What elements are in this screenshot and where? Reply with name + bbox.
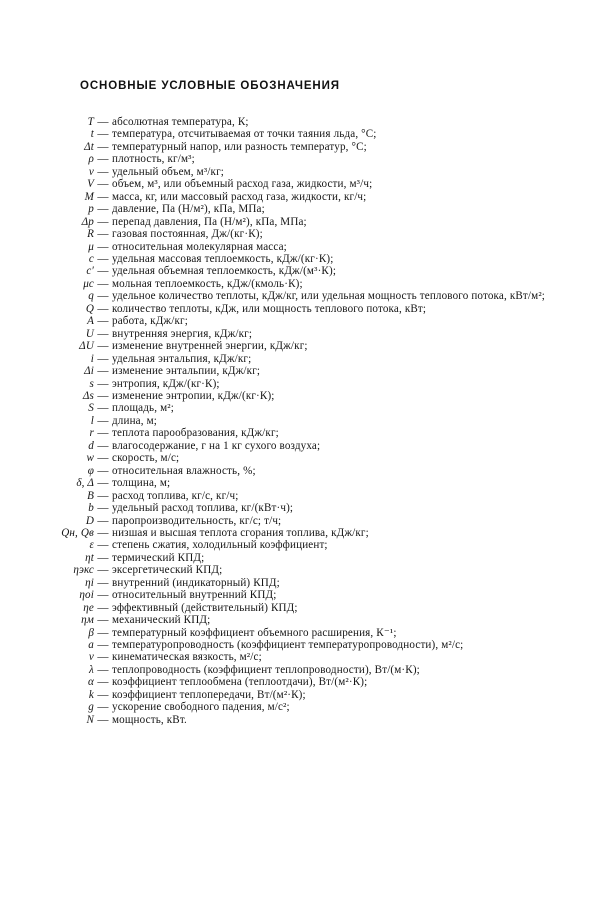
notation-dash: — — [97, 477, 109, 490]
notation-row — [40, 639, 565, 651]
notation-dash: — — [97, 315, 109, 328]
notation-description: относительный внутренний КПД; — [112, 589, 277, 602]
notation-symbol: D — [85, 514, 94, 527]
page-title: ОСНОВНЫЕ УСЛОВНЫЕ ОБОЗНАЧЕНИЯ — [80, 80, 340, 92]
notation-row — [40, 191, 565, 203]
notation-description: механический КПД; — [112, 614, 211, 627]
notation-row — [40, 390, 565, 402]
notation-row — [40, 228, 565, 240]
notation-symbol: ε — [89, 539, 94, 552]
notation-symbol: B — [87, 489, 94, 502]
notation-row — [40, 303, 565, 315]
notation-description: количество теплоты, кДж, или мощность теплового потока, кВт; — [112, 302, 427, 315]
notation-symbol: U — [85, 327, 94, 340]
notation-description: эффективный (действительный) КПД; — [112, 601, 298, 614]
notation-symbol: b — [88, 502, 94, 515]
notation-symbol: N — [86, 713, 94, 726]
notation-description: низшая и высшая теплота сгорания топлива, кДж/кг; — [112, 526, 369, 539]
notation-symbol: q — [88, 290, 94, 303]
notation-symbol: ηe — [83, 601, 94, 614]
notation-row — [40, 340, 565, 352]
notation-dash: — — [97, 165, 109, 178]
notation-symbol: S — [88, 402, 94, 415]
notation-symbol: d — [88, 439, 94, 452]
notation-row — [40, 452, 565, 464]
notation-description: температурный напор, или разность температур, °С; — [112, 140, 367, 153]
notation-dash: — — [97, 215, 109, 228]
notation-row — [40, 552, 565, 564]
notation-description: коэффициент теплопередачи, Вт/(м²·К); — [112, 688, 306, 701]
notation-description: теплота парообразования, кДж/кг; — [112, 427, 279, 440]
notation-dash: — — [97, 414, 109, 427]
notation-dash: — — [97, 439, 109, 452]
notation-row — [40, 651, 565, 663]
notation-row — [40, 627, 565, 639]
notation-description: температурный коэффициент объемного расширения, К⁻¹; — [112, 626, 397, 639]
notation-row — [40, 527, 565, 539]
notation-description: паропроизводительность, кг/с; т/ч; — [112, 514, 282, 527]
notation-description: изменение энтропии, кДж/(кг·К); — [112, 389, 275, 402]
notation-symbol: ν — [88, 651, 94, 664]
notation-dash: — — [97, 203, 109, 216]
notation-description: влагосодержание, г на 1 кг сухого воздуха; — [112, 439, 321, 452]
notation-row — [40, 440, 565, 452]
notation-symbol: ΔU — [79, 340, 94, 353]
notation-row — [40, 676, 565, 688]
notation-dash: — — [97, 626, 109, 639]
notation-symbol: c′ — [86, 265, 94, 278]
notation-symbol: ηi — [85, 576, 94, 589]
notation-dash: — — [97, 564, 109, 577]
notation-dash: — — [97, 240, 109, 253]
notation-symbol: s — [89, 377, 94, 390]
notation-dash: — — [97, 178, 109, 191]
notation-row — [40, 365, 565, 377]
notation-symbol: Qн, Qв — [61, 526, 94, 539]
notation-dash: — — [97, 576, 109, 589]
notation-symbol: l — [90, 414, 94, 427]
notation-description: перепад давления, Па (Н/м²), кПа, МПа; — [112, 215, 307, 228]
notation-description: удельный объем, м³/кг; — [112, 165, 225, 178]
notation-symbol: ηм — [81, 614, 94, 627]
notation-row — [40, 465, 565, 477]
notation-dash: — — [97, 539, 109, 552]
notation-dash: — — [97, 265, 109, 278]
notation-symbol: r — [89, 427, 94, 440]
notation-row — [40, 402, 565, 414]
notation-description: изменение внутренней энергии, кДж/кг; — [112, 340, 308, 353]
notation-dash: — — [97, 676, 109, 689]
notation-description: относительная влажность, %; — [112, 464, 256, 477]
notation-description: абсолютная температура, К; — [112, 116, 249, 128]
notation-description: плотность, кг/м³; — [112, 153, 195, 166]
notation-symbol: ηoi — [79, 589, 94, 602]
notation-symbol: Δs — [82, 389, 94, 402]
notation-row — [40, 577, 565, 589]
notation-description: работа, кДж/кг; — [112, 315, 188, 328]
notation-dash: — — [97, 589, 109, 602]
notation-description: изменение энтальпии, кДж/кг; — [112, 365, 261, 378]
notation-row — [40, 141, 565, 153]
notation-description: скорость, м/с; — [112, 452, 180, 465]
notation-row — [40, 128, 565, 140]
notation-symbol: α — [88, 676, 94, 689]
notation-symbol: μ — [88, 240, 94, 253]
notation-row — [40, 178, 565, 190]
notation-row — [40, 589, 565, 601]
notation-description: удельная объемная теплоемкость, кДж/(м³·К); — [112, 265, 337, 278]
notation-row — [40, 166, 565, 178]
notation-row — [40, 378, 565, 390]
notation-dash: — — [97, 402, 109, 415]
notation-description: энтропия, кДж/(кг·К); — [112, 377, 220, 390]
notation-symbol: δ, Δ — [76, 477, 94, 490]
notation-symbol: β — [88, 626, 94, 639]
notation-dash: — — [97, 228, 109, 241]
notation-description: удельный расход топлива, кг/(кВт·ч); — [112, 502, 294, 515]
notation-row — [40, 701, 565, 713]
notation-symbol: i — [90, 352, 94, 365]
notation-row — [40, 116, 565, 128]
notation-symbol: a — [88, 639, 94, 652]
notation-dash: — — [97, 526, 109, 539]
notation-description: газовая постоянная, Дж/(кг·К); — [112, 228, 263, 241]
notation-row — [40, 564, 565, 576]
notation-row — [40, 477, 565, 489]
notation-dash: — — [97, 551, 109, 564]
notation-symbol: ηt — [85, 551, 94, 564]
notation-description: ускорение свободного падения, м/с²; — [112, 701, 290, 714]
notation-row — [40, 539, 565, 551]
notation-description: площадь, м²; — [112, 402, 174, 415]
notation-description: толщина, м; — [112, 477, 171, 490]
notation-description: внутренний (индикаторный) КПД; — [112, 576, 280, 589]
notation-description: температура, отсчитываемая от точки таяния льда, °С; — [112, 128, 377, 141]
notation-dash: — — [97, 601, 109, 614]
notation-dash: — — [97, 389, 109, 402]
notation-symbol: T — [87, 116, 94, 128]
notation-dash: — — [97, 663, 109, 676]
notation-dash: — — [97, 277, 109, 290]
notation-description: удельное количество теплоты, кДж/кг, или удельная мощность теплового потока, кВт/м²; — [112, 290, 546, 303]
notation-row — [40, 265, 565, 277]
notation-dash: — — [97, 352, 109, 365]
notation-symbol: A — [87, 315, 94, 328]
notation-symbol: R — [87, 228, 94, 241]
notation-row — [40, 714, 565, 726]
notation-dash: — — [97, 502, 109, 515]
notation-description: кинематическая вязкость, м²/с; — [112, 651, 262, 664]
notation-dash: — — [97, 377, 109, 390]
notation-symbol: Δt — [84, 140, 94, 153]
notation-row — [40, 614, 565, 626]
notation-symbol: Δp — [81, 215, 94, 228]
notation-description: мольная теплоемкость, кДж/(кмоль·К); — [112, 277, 303, 290]
notation-row — [40, 515, 565, 527]
notation-dash: — — [97, 340, 109, 353]
notation-dash: — — [97, 153, 109, 166]
notation-dash: — — [97, 464, 109, 477]
notation-row — [40, 278, 565, 290]
notation-description: относительная молекулярная масса; — [112, 240, 287, 253]
notation-description: мощность, кВт. — [112, 713, 187, 726]
notation-symbol: g — [88, 701, 94, 714]
notation-description: давление, Па (Н/м²), кПа, МПа; — [112, 203, 265, 216]
notation-dash: — — [97, 140, 109, 153]
notation-row — [40, 328, 565, 340]
notation-dash: — — [97, 514, 109, 527]
notation-symbol: V — [87, 178, 94, 191]
notation-row — [40, 502, 565, 514]
notation-row — [40, 427, 565, 439]
notation-row — [40, 315, 565, 327]
notation-dash: — — [97, 327, 109, 340]
notation-dash: — — [97, 252, 109, 265]
notation-dash: — — [97, 290, 109, 303]
notation-description: термический КПД; — [112, 551, 205, 564]
notation-description: длина, м; — [112, 414, 157, 427]
notation-list — [40, 116, 565, 726]
notation-dash: — — [97, 701, 109, 714]
notation-dash: — — [97, 365, 109, 378]
notation-symbol: φ — [87, 464, 94, 477]
notation-row — [40, 415, 565, 427]
notation-symbol: λ — [89, 663, 94, 676]
notation-symbol: w — [86, 452, 94, 465]
notation-description: степень сжатия, холодильный коэффициент; — [112, 539, 328, 552]
notation-symbol: c — [88, 252, 94, 265]
notation-row — [40, 490, 565, 502]
notation-dash: — — [97, 128, 109, 141]
notation-symbol: t — [90, 128, 94, 141]
notation-description: расход топлива, кг/с, кг/ч; — [112, 489, 239, 502]
notation-dash: — — [97, 688, 109, 701]
notation-description: удельная энтальпия, кДж/кг; — [112, 352, 252, 365]
notation-row — [40, 689, 565, 701]
notation-dash: — — [97, 452, 109, 465]
notation-row — [40, 664, 565, 676]
notation-symbol: k — [88, 688, 94, 701]
notation-row — [40, 216, 565, 228]
notation-dash: — — [97, 713, 109, 726]
notation-dash: — — [97, 302, 109, 315]
notation-description: эксергетический КПД; — [112, 564, 223, 577]
notation-description: теплопроводность (коэффициент теплопроводности), Вт/(м·К); — [112, 663, 420, 676]
notation-symbol: μc — [83, 277, 94, 290]
notation-dash: — — [97, 639, 109, 652]
notation-dash: — — [97, 651, 109, 664]
notation-row — [40, 290, 565, 302]
notation-symbol: Q — [85, 302, 94, 315]
notation-symbol: ηэкс — [73, 564, 94, 577]
notation-description: внутренняя энергия, кДж/кг; — [112, 327, 253, 340]
notation-row — [40, 241, 565, 253]
notation-dash: — — [97, 116, 109, 128]
notation-row — [40, 153, 565, 165]
notation-symbol: ρ — [88, 153, 94, 166]
notation-dash: — — [97, 427, 109, 440]
notation-row — [40, 602, 565, 614]
notation-description: масса, кг, или массовый расход газа, жидкости, кг/ч; — [112, 190, 367, 203]
notation-row — [40, 253, 565, 265]
notation-description: удельная массовая теплоемкость, кДж/(кг·К); — [112, 252, 334, 265]
notation-symbol: Δi — [84, 365, 94, 378]
notation-description: коэффициент теплообмена (теплоотдачи), Вт/(м²·К); — [112, 676, 368, 689]
notation-row — [40, 203, 565, 215]
notation-symbol: p — [88, 203, 94, 216]
notation-dash: — — [97, 190, 109, 203]
notation-description: объем, м³, или объемный расход газа, жидкости, м³/ч; — [112, 178, 373, 191]
notation-row — [40, 353, 565, 365]
notation-dash: — — [97, 489, 109, 502]
notation-symbol: M — [84, 190, 94, 203]
notation-description: температуропроводность (коэффициент температуропроводности), м²/с; — [112, 639, 464, 652]
notation-symbol: v — [88, 165, 94, 178]
notation-dash: — — [97, 614, 109, 627]
